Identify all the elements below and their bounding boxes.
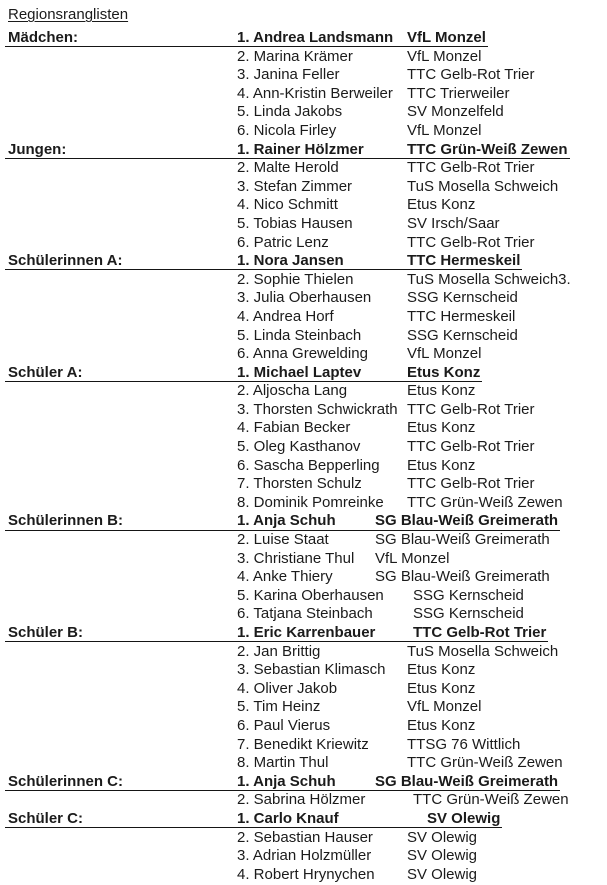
player-rank-name: 3. Adrian Holzmüller <box>237 847 372 865</box>
ranking-row <box>0 159 607 178</box>
club-name: Etus Konz <box>407 419 476 437</box>
club-name: SV Olewig <box>407 847 478 865</box>
ranking-sections <box>0 29 607 884</box>
club-name: SV Olewig <box>407 865 478 883</box>
player-rank-name: 4. Anke Thiery <box>237 568 333 586</box>
player-rank-name: 3. Julia Oberhausen <box>237 289 372 307</box>
category-label: Schülerinnen A: <box>8 252 123 270</box>
player-rank-name: 2. Aljoscha Lang <box>237 382 348 400</box>
section-header-row <box>0 810 607 829</box>
player-rank-name: 5. Tobias Hausen <box>237 214 353 232</box>
club-name: Etus Konz <box>407 196 476 214</box>
player-rank-name: 7. Thorsten Schulz <box>237 475 362 493</box>
player-rank-name: 2. Luise Staat <box>237 531 329 549</box>
player-rank-name: 6. Patric Lenz <box>237 233 329 251</box>
club-name: TTC Grün-Weiß Zewen <box>407 754 563 772</box>
ranking-row <box>0 457 607 476</box>
category-label: Schüler B: <box>8 624 84 641</box>
ranking-row <box>0 401 607 420</box>
ranking-row <box>0 234 607 253</box>
club-name: VfL Monzel <box>407 345 482 363</box>
club-name: SV Olewig <box>427 809 501 827</box>
section-header-row <box>0 512 607 531</box>
ranking-section <box>0 773 607 810</box>
club-name: TTC Gelb-Rot Trier <box>413 624 547 641</box>
club-name: TuS Mosella Schweich3. <box>407 270 571 288</box>
ranking-row <box>0 717 607 736</box>
club-name: VfL Monzel <box>375 549 450 567</box>
category-label: Schülerinnen C: <box>8 772 124 790</box>
ranking-section <box>0 624 607 773</box>
ranking-row <box>0 698 607 717</box>
player-rank-name: 5. Linda Jakobs <box>237 103 343 121</box>
club-name: Etus Konz <box>407 363 481 381</box>
player-rank-name: 2. Sophie Thielen <box>237 270 354 288</box>
player-rank-name: 7. Benedikt Kriewitz <box>237 735 369 753</box>
ranking-section <box>0 512 607 624</box>
club-name: SSG Kernscheid <box>413 586 524 604</box>
player-rank-name: 1. Michael Laptev <box>237 363 362 381</box>
club-name: VfL Monzel <box>407 698 482 716</box>
ranking-row <box>0 605 607 624</box>
player-rank-name: 1. Nora Jansen <box>237 252 344 270</box>
ranking-row <box>0 178 607 197</box>
player-rank-name: 8. Dominik Pomreinke <box>237 493 384 511</box>
player-rank-name: 3. Janina Feller <box>237 66 340 84</box>
club-name: SV Olewig <box>407 828 478 846</box>
ranking-row <box>0 289 607 308</box>
club-name: SSG Kernscheid <box>407 289 518 307</box>
section-header-row <box>0 29 607 48</box>
ranking-row <box>0 829 607 848</box>
club-name: SG Blau-Weiß Greimerath <box>375 568 550 586</box>
player-rank-name: 3. Stefan Zimmer <box>237 177 353 195</box>
ranking-section <box>0 364 607 513</box>
player-rank-name: 3. Sebastian Klimasch <box>237 661 386 679</box>
player-rank-name: 2. Malte Herold <box>237 159 339 177</box>
player-rank-name: 4. Robert Hrynychen <box>237 865 375 883</box>
club-name: SG Blau-Weiß Greimerath <box>375 772 559 790</box>
section-header-row <box>0 364 607 383</box>
club-name: TTC Hermeskeil <box>407 252 521 270</box>
club-name: TTC Hermeskeil <box>407 307 516 325</box>
player-rank-name: 1. Carlo Knauf <box>237 809 339 827</box>
ranking-row <box>0 847 607 866</box>
ranking-row <box>0 103 607 122</box>
ranking-row <box>0 550 607 569</box>
club-name: TTC Grün-Weiß Zewen <box>413 791 569 809</box>
club-name: SSG Kernscheid <box>407 326 518 344</box>
player-rank-name: 2. Sebastian Hauser <box>237 828 373 846</box>
player-rank-name: 5. Karina Oberhausen <box>237 586 384 604</box>
page-title: Regionsranglisten <box>8 6 129 23</box>
ranking-row <box>0 271 607 290</box>
player-rank-name: 4. Nico Schmitt <box>237 196 338 214</box>
club-name: VfL Monzel <box>407 29 486 46</box>
club-name: TTSG 76 Wittlich <box>407 735 521 753</box>
club-name: TTC Gelb-Rot Trier <box>407 475 535 493</box>
ranking-row <box>0 680 607 699</box>
club-name: TuS Mosella Schweich <box>407 642 559 660</box>
section-header-row <box>0 624 607 643</box>
player-rank-name: 4. Fabian Becker <box>237 419 351 437</box>
ranking-row <box>0 327 607 346</box>
club-name: TuS Mosella Schweich <box>407 177 559 195</box>
player-rank-name: 1. Rainer Hölzmer <box>237 140 364 158</box>
ranking-row <box>0 345 607 364</box>
player-rank-name: 6. Sascha Bepperling <box>237 456 380 474</box>
club-name: VfL Monzel <box>407 121 482 139</box>
ranking-row <box>0 568 607 587</box>
ranking-row <box>0 754 607 773</box>
club-name: Etus Konz <box>407 716 476 734</box>
ranking-row <box>0 122 607 141</box>
category-label: Schüler A: <box>8 363 83 381</box>
club-name: TTC Gelb-Rot Trier <box>407 159 535 177</box>
player-rank-name: 4. Andrea Horf <box>237 307 334 325</box>
ranking-row <box>0 587 607 606</box>
player-rank-name: 4. Ann-Kristin Berweiler <box>237 84 393 102</box>
club-name: Etus Konz <box>407 679 476 697</box>
club-name: SSG Kernscheid <box>413 605 524 623</box>
club-name: TTC Gelb-Rot Trier <box>407 400 535 418</box>
ranking-row <box>0 438 607 457</box>
ranking-row <box>0 643 607 662</box>
category-label: Jungen: <box>8 140 67 158</box>
ranking-row <box>0 85 607 104</box>
ranking-row <box>0 866 607 885</box>
club-name: SV Monzelfeld <box>407 103 504 121</box>
category-label: Schüler C: <box>8 809 84 827</box>
player-rank-name: 5. Tim Heinz <box>237 698 321 716</box>
club-name: Etus Konz <box>407 456 476 474</box>
club-name: SV Irsch/Saar <box>407 214 500 232</box>
player-rank-name: 8. Martin Thul <box>237 754 329 772</box>
ranking-section <box>0 810 607 884</box>
player-rank-name: 6. Anna Grewelding <box>237 345 368 363</box>
category-label: Schülerinnen B: <box>8 512 124 530</box>
club-name: TTC Grün-Weiß Zewen <box>407 493 563 511</box>
club-name: Etus Konz <box>407 382 476 400</box>
ranking-row <box>0 215 607 234</box>
club-name: VfL Monzel <box>407 47 482 65</box>
ranking-row <box>0 419 607 438</box>
player-rank-name: 2. Sabrina Hölzmer <box>237 791 366 809</box>
section-header-row <box>0 141 607 160</box>
player-rank-name: 6. Tatjana Steinbach <box>237 605 373 623</box>
section-header-row <box>0 252 607 271</box>
ranking-row <box>0 736 607 755</box>
club-name: TTC Gelb-Rot Trier <box>407 233 535 251</box>
player-rank-name: 2. Marina Krämer <box>237 47 353 65</box>
club-name: TTC Grün-Weiß Zewen <box>407 140 568 158</box>
club-name: TTC Trierweiler <box>407 84 510 102</box>
player-rank-name: 6. Paul Vierus <box>237 716 331 734</box>
ranking-row <box>0 661 607 680</box>
category-label: Mädchen: <box>8 29 79 46</box>
player-rank-name: 1. Anja Schuh <box>237 772 336 790</box>
ranking-row <box>0 48 607 67</box>
ranking-row <box>0 494 607 513</box>
ranking-row <box>0 382 607 401</box>
ranking-section <box>0 141 607 253</box>
club-name: SG Blau-Weiß Greimerath <box>375 531 550 549</box>
player-rank-name: 1. Eric Karrenbauer <box>237 624 376 641</box>
ranking-row <box>0 196 607 215</box>
club-name: TTC Gelb-Rot Trier <box>407 66 535 84</box>
ranking-section <box>0 29 607 141</box>
player-rank-name: 4. Oliver Jakob <box>237 679 338 697</box>
ranking-row <box>0 475 607 494</box>
player-rank-name: 1. Andrea Landsmann <box>237 29 394 46</box>
player-rank-name: 3. Christiane Thul <box>237 549 355 567</box>
ranking-row <box>0 66 607 85</box>
player-rank-name: 5. Linda Steinbach <box>237 326 362 344</box>
club-name: Etus Konz <box>407 661 476 679</box>
club-name: SG Blau-Weiß Greimerath <box>375 512 559 530</box>
ranking-row <box>0 308 607 327</box>
player-rank-name: 5. Oleg Kasthanov <box>237 438 361 456</box>
section-header-row <box>0 773 607 792</box>
player-rank-name: 6. Nicola Firley <box>237 121 337 139</box>
player-rank-name: 3. Thorsten Schwickrath <box>237 400 398 418</box>
club-name: TTC Gelb-Rot Trier <box>407 438 535 456</box>
ranking-row <box>0 531 607 550</box>
player-rank-name: 1. Anja Schuh <box>237 512 336 530</box>
ranking-row <box>0 791 607 810</box>
ranking-section <box>0 252 607 364</box>
player-rank-name: 2. Jan Brittig <box>237 642 321 660</box>
